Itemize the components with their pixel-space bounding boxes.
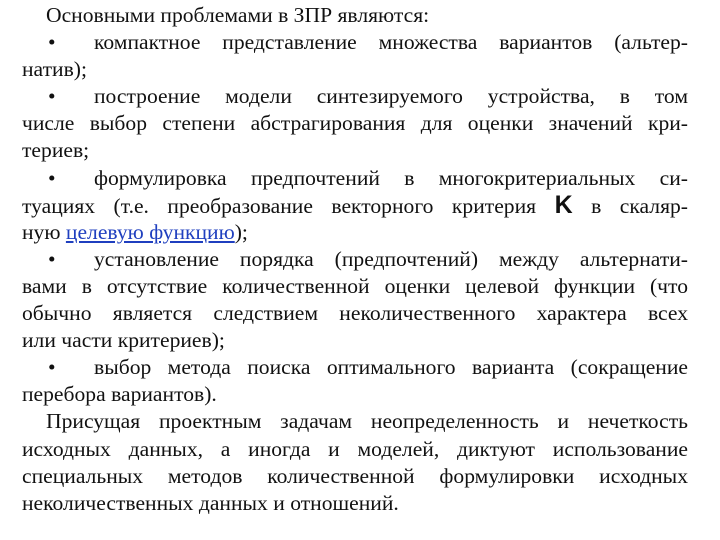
bullet-item-2 [22, 83, 688, 164]
bullet-item-4-line-1: установление порядка (предпочтений) между альтернати- [94, 246, 688, 271]
bullet-item-3-line-2 [22, 192, 688, 219]
bullet-item-5-line-1: выбор метода поиска оптимального варианта (сокращение [94, 355, 688, 380]
bullet-item-4 [22, 246, 688, 354]
bullet-item-5 [22, 354, 688, 408]
bullet-item-2-line-3: териев; [22, 138, 90, 163]
document-page [22, 2, 688, 517]
paragraph-line-3: специальных методов количественной формулировки исходных [22, 463, 688, 488]
paragraph-line-1: Присущая проектным задачам неопределенность и нечеткость [46, 409, 688, 434]
bullet-item-3-line-3 [22, 219, 688, 246]
bullet-item-5-line-2: перебора вариантов). [22, 382, 217, 407]
line-2-text-before: туациях (т.е. преобразование векторного критерия [22, 193, 537, 218]
closing-paragraph [22, 408, 688, 516]
bullet-marker: • [48, 355, 56, 380]
bullet-item-3 [22, 165, 688, 246]
objective-function-link[interactable]: целевую функцию [65, 219, 235, 244]
paragraph-line-2: исходных данных, а иногда и моделей, диктуют использование [22, 436, 688, 461]
bullet-item-4-line-3: обычно является следствием неколичественного характера всех [22, 301, 688, 326]
bullet-item-1-line-2: натив); [22, 57, 87, 82]
bullet-marker: • [48, 165, 56, 190]
bullet-marker: • [48, 84, 56, 109]
bullet-item-2-line-1: построение модели синтезируемого устройства, в том [94, 84, 688, 109]
bullet-item-1-line-1: компактное представление множества вариантов (альтер- [94, 30, 688, 55]
bullet-item-4-line-2: вами в отсутствие количественной оценки целевой функции (что [22, 273, 688, 298]
intro-heading: Основными проблемами в ЗПР являются: [46, 3, 430, 27]
bullet-item-4-line-4: или части критериев); [22, 328, 225, 353]
paragraph-line-4: неколичественных данных и отношений. [22, 490, 399, 515]
bullet-item-3-line-1: формулировка предпочтений в многокритериальных си- [94, 165, 688, 190]
line-2-text-after: в скаляр- [591, 193, 688, 218]
line-3-text-before: ную [22, 219, 61, 244]
bullet-item-1 [22, 29, 688, 83]
bullet-item-2-line-2: числе выбор степени абстрагирования для оценки значений кри- [22, 111, 688, 136]
bullet-marker: • [48, 30, 56, 55]
criterion-k-symbol: K [554, 190, 573, 219]
line-3-text-after: ); [234, 219, 248, 244]
bullet-marker: • [48, 246, 56, 271]
